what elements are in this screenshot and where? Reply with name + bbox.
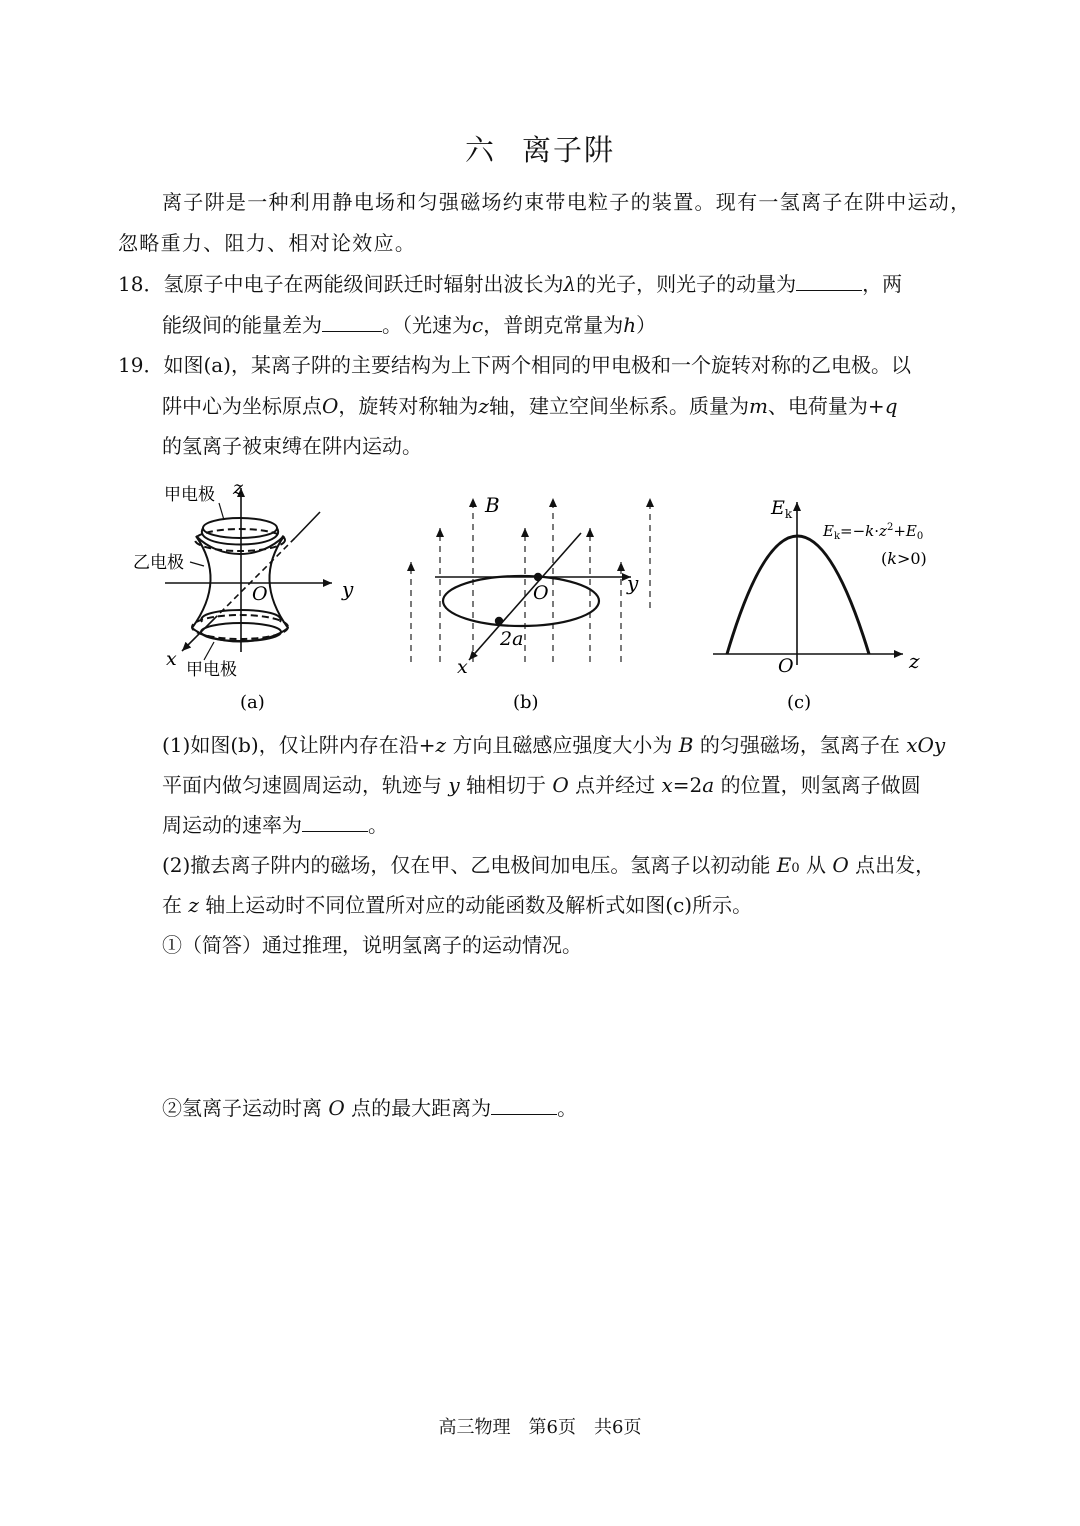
figure-a	[120, 470, 370, 720]
section-title	[0, 128, 1080, 169]
fig-c-condition: (k>0)	[881, 549, 927, 568]
section-name: 离子阱	[522, 133, 616, 167]
q19-line-3: 的氢离子被束缚在阱内运动。	[162, 434, 422, 458]
fig-b-caption: (b)	[513, 692, 539, 713]
fig-a-y-label: y	[342, 577, 354, 601]
x-axis-solid-front	[295, 512, 320, 538]
p1-line-3: 周运动的速率为 。	[162, 813, 388, 837]
point-O	[534, 573, 542, 581]
figure-b	[395, 480, 675, 720]
fig-a-z-label: z	[233, 477, 244, 499]
p1-line-2: 平面内做匀速圆周运动，轨迹与 y 轴相切于 O 点并经过 x=2a 的位置，则氢离子做圆	[162, 773, 921, 797]
fig-a-top-label: 甲电极	[164, 485, 215, 505]
fig-b-y-label: y	[627, 571, 639, 595]
fig-a-x-label: x	[166, 648, 177, 670]
p2-line-2: 在 z 轴上运动时不同位置所对应的动能函数及解析式如图(c)所示。	[162, 893, 753, 917]
fig-b-B-label: B	[485, 493, 500, 517]
point-2a	[495, 617, 503, 625]
page-footer: 高三物理 第6页 共6页	[438, 1417, 642, 1438]
fig-c-z-label: z	[909, 649, 920, 673]
fig-a-bottom-label: 甲电极	[186, 660, 237, 680]
fig-c-origin: O	[778, 655, 794, 677]
p2-line-1: (2)撤去离子阱内的磁场，仅在甲、乙电极间加电压。氢离子以初动能 E0 从 O 点出发，	[162, 853, 936, 877]
fig-c-caption: (c)	[787, 692, 812, 713]
fig-c-formula: $E_k=-k\cdot z^2+E_0$	[823, 522, 924, 542]
p2-answer-blank	[491, 1096, 557, 1115]
fig-b-origin: O	[533, 582, 549, 604]
fig-c-ek-label: $E_k$	[771, 497, 793, 521]
intro-line-2: 忽略重力、阻力、相对论效应。	[118, 231, 417, 255]
fig-a-caption: (a)	[240, 692, 265, 713]
q18-line-2: 能级间的能量差为 。（光速为c，普朗克常量为h）	[162, 313, 657, 337]
fig-b-x-label: x	[457, 656, 468, 678]
q19-line-2: 阱中心为坐标原点O，旋转对称轴为z轴，建立空间坐标系。质量为m、电荷量为+q	[162, 394, 898, 418]
fig-a-mid-label: 乙电极	[133, 553, 184, 573]
q18-answer-blank-2	[322, 313, 382, 332]
mid-label-leader	[190, 562, 204, 566]
fig-a-origin: O	[252, 583, 268, 605]
q18-line-1: 18．氢原子中电子在两能级间跃迁时辐射出波长为λ的光子，则光子的动量为 ，两	[118, 272, 903, 296]
top-label-leader	[219, 503, 224, 520]
intro-line-1: 离子阱是一种利用静电场和匀强磁场约束带电粒子的装置。现有一氢离子在阱中运动，	[162, 190, 972, 214]
top-electrode-upper	[203, 518, 277, 538]
x-axis	[469, 533, 581, 660]
x-axis-solid-back	[182, 618, 215, 651]
p2-line-4: ②氢离子运动时离 O 点的最大距离为 。	[162, 1096, 578, 1120]
ek-parabola-curve	[727, 536, 869, 654]
bottom-label-leader	[204, 642, 214, 660]
figure-c	[705, 490, 965, 720]
p1-answer-blank	[302, 813, 368, 832]
p1-line-1: (1)如图(b)，仅让阱内存在沿+z 方向且磁感应强度大小为 B 的匀强磁场，氢离子在 xOy	[162, 733, 946, 757]
q18-number: 18．	[118, 272, 164, 296]
p2-line-3: ①（简答）通过推理，说明氢离子的运动情况。	[162, 933, 582, 957]
fig-b-2a-label: 2a	[500, 628, 524, 650]
section-number: 六	[464, 133, 496, 167]
q18-answer-blank-1	[796, 272, 862, 291]
q19-line-1: 19．如图(a)，某离子阱的主要结构为上下两个相同的甲电极和一个旋转对称的乙电极。以	[118, 353, 911, 377]
q19-number: 19．	[118, 353, 164, 377]
